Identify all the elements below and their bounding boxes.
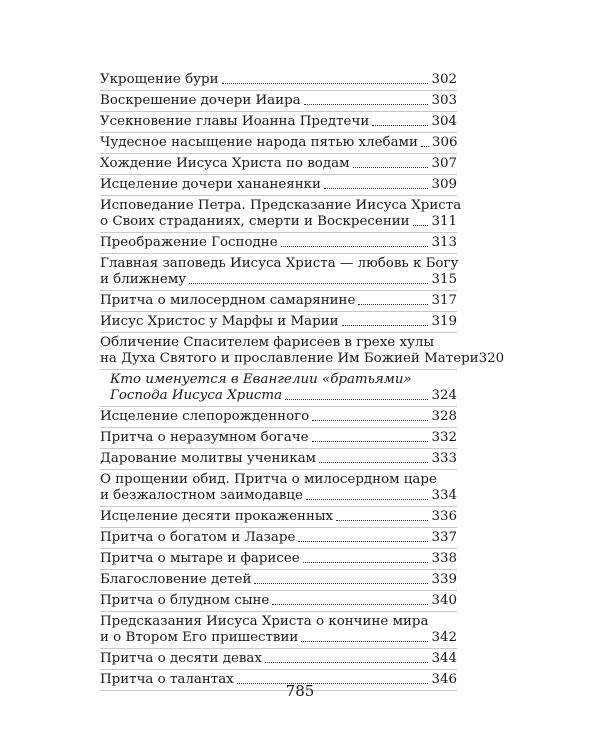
toc-entry-page: 340 <box>431 593 457 608</box>
toc-entry-line <box>100 135 457 151</box>
table-of-contents <box>100 70 505 691</box>
toc-entry-title: и ближнему <box>100 272 187 287</box>
toc-entry <box>100 612 457 649</box>
toc-entry-title: Преображение Господне <box>100 235 278 250</box>
toc-entry-line <box>100 593 457 609</box>
toc-entry <box>100 333 505 370</box>
toc-entry <box>100 507 457 528</box>
toc-entry-line <box>110 372 457 388</box>
toc-entry-title: Хождение Иисуса Христа по водам <box>100 156 350 171</box>
dot-leader <box>319 462 428 463</box>
toc-entry-line <box>100 156 457 172</box>
toc-entry-title: Главная заповедь Иисуса Христа — любовь к Богу <box>100 256 459 271</box>
toc-entry-line <box>100 114 457 130</box>
toc-entry <box>100 70 457 91</box>
toc-entry-page: 332 <box>431 430 457 445</box>
page-number: 785 <box>285 682 315 700</box>
toc-entry-line <box>100 472 457 488</box>
toc-entry-title: Господа Иисуса Христа <box>110 388 283 403</box>
toc-entry-title: Притча о неразумном богаче <box>100 430 309 445</box>
toc-entry-line <box>100 93 457 109</box>
toc-entry <box>100 407 457 428</box>
toc-entry-page: 317 <box>431 293 457 308</box>
toc-entry-line <box>100 630 457 646</box>
toc-entry-page: 339 <box>431 572 457 587</box>
toc-entry <box>100 528 457 549</box>
toc-entry-line <box>100 614 457 630</box>
toc-entry-line <box>100 551 457 567</box>
toc-entry-title: Притча о талантах <box>100 672 234 687</box>
toc-entry <box>100 370 457 407</box>
toc-entry-page: 344 <box>431 651 457 666</box>
dot-leader <box>306 499 429 500</box>
toc-entry-title: Кто именуется в Евангелии «братьями» <box>110 372 412 387</box>
toc-entry-page: 324 <box>431 388 457 403</box>
toc-entry-title: Укрощение бури <box>100 72 219 87</box>
toc-entry <box>100 133 457 154</box>
toc-entry-page: 346 <box>431 672 457 687</box>
dot-leader <box>353 167 429 168</box>
toc-entry <box>100 233 457 254</box>
toc-entry-title: Чудесное насыщение народа пятью хлебами <box>100 135 418 150</box>
dot-leader <box>189 283 428 284</box>
dot-leader <box>342 325 429 326</box>
toc-entry <box>100 91 457 112</box>
toc-entry-page: 311 <box>431 214 457 229</box>
toc-entry <box>100 549 457 570</box>
toc-entry-title: Исцеление десяти прокаженных <box>100 509 334 524</box>
toc-entry-title: Исцеление дочери хананеянки <box>100 177 321 192</box>
toc-entry <box>100 175 457 196</box>
toc-entry-page: 342 <box>431 630 457 645</box>
toc-entry-page: 315 <box>431 272 457 287</box>
toc-entry-line <box>100 409 457 425</box>
toc-entry-line <box>100 214 457 230</box>
dot-leader <box>285 399 428 400</box>
toc-entry-line <box>100 488 457 504</box>
toc-entry-line <box>100 198 462 214</box>
toc-entry-title: и о Втором Его пришествии <box>100 630 299 645</box>
toc-entry-page: 334 <box>431 488 457 503</box>
toc-entry <box>100 570 457 591</box>
toc-entry-title: и безжалостном заимодавце <box>100 488 303 503</box>
toc-entry <box>100 154 457 175</box>
toc-entry <box>100 312 457 333</box>
toc-entry-line <box>100 530 457 546</box>
dot-leader <box>358 304 428 305</box>
toc-entry-page: 307 <box>431 156 457 171</box>
toc-entry-line <box>100 572 457 588</box>
toc-entry-line <box>100 451 457 467</box>
toc-entry <box>100 112 457 133</box>
toc-entry-title: Иисус Христос у Марфы и Марии <box>100 314 339 329</box>
toc-entry <box>100 254 457 291</box>
dot-leader <box>312 441 429 442</box>
toc-entry-page: 304 <box>431 114 457 129</box>
dot-leader <box>301 641 428 642</box>
toc-entry-page: 320 <box>478 351 505 366</box>
dot-leader <box>281 246 429 247</box>
toc-entry <box>100 591 457 612</box>
toc-entry-line <box>100 351 505 367</box>
toc-entry-title: Дарование молитвы ученикам <box>100 451 317 466</box>
toc-entry-title: Обличение Спасителем фарисеев в грехе хулы <box>100 335 435 350</box>
dot-leader <box>324 188 428 189</box>
toc-entry-title: о Своих страданиях, смерти и Воскресении <box>100 214 410 229</box>
toc-entry-line <box>100 272 457 288</box>
dot-leader <box>254 583 428 584</box>
dot-leader <box>413 225 429 226</box>
toc-entry-page: 303 <box>431 93 457 108</box>
toc-entry-title: Исповедание Петра. Предсказание Иисуса Христа <box>100 198 462 213</box>
dot-leader <box>304 104 429 105</box>
dot-leader <box>312 420 428 421</box>
toc-entry-page: 309 <box>431 177 457 192</box>
toc-entry-title: Притча о богатом и Лазаре <box>100 530 296 545</box>
toc-entry-page: 333 <box>431 451 457 466</box>
dot-leader <box>303 562 429 563</box>
toc-entry-line <box>100 256 457 272</box>
toc-entry-line <box>110 388 457 404</box>
toc-entry-title: на Духа Святого и прославление Им Божией Матери <box>100 351 479 366</box>
toc-entry-page: 319 <box>431 314 457 329</box>
toc-entry-title: Притча о милосердном самарянине <box>100 293 356 308</box>
toc-entry-page: 306 <box>431 135 458 150</box>
toc-entry-title: Благословение детей <box>100 572 252 587</box>
toc-entry-title: Воскрешение дочери Иаира <box>100 93 301 108</box>
dot-leader <box>272 604 428 605</box>
toc-entry <box>100 428 457 449</box>
dot-leader <box>222 83 429 84</box>
toc-entry-title: Усекновение главы Иоанна Предтечи <box>100 114 370 129</box>
toc-entry-page: 328 <box>431 409 457 424</box>
toc-entry-line <box>100 335 457 351</box>
toc-entry-title: Притча о десяти девах <box>100 651 262 666</box>
toc-entry-line <box>100 314 457 330</box>
dot-leader <box>298 541 428 542</box>
toc-entry-line <box>100 430 457 446</box>
toc-entry-line <box>100 651 457 667</box>
toc-entry-title: Предсказания Иисуса Христа о кончине мира <box>100 614 429 629</box>
toc-entry <box>100 649 457 670</box>
toc-entry-line <box>100 72 457 88</box>
dot-leader <box>265 662 428 663</box>
toc-entry-line <box>100 235 457 251</box>
toc-entry-page: 336 <box>431 509 457 524</box>
toc-entry-line <box>100 293 457 309</box>
toc-entry-title: Притча о мытаре и фарисее <box>100 551 300 566</box>
toc-entry-line <box>100 509 457 525</box>
toc-entry <box>100 196 462 233</box>
toc-entry-title: Исцеление слепорожденного <box>100 409 310 424</box>
dot-leader <box>336 520 428 521</box>
toc-entry-title: Притча о блудном сыне <box>100 593 270 608</box>
toc-entry <box>100 470 457 507</box>
toc-entry-line <box>100 177 457 193</box>
dot-leader <box>421 146 429 147</box>
toc-entry-page: 302 <box>431 72 457 87</box>
toc-entry-page: 338 <box>431 551 457 566</box>
toc-entry <box>100 449 457 470</box>
toc-entry <box>100 291 457 312</box>
toc-entry-title: О прощении обид. Притча о милосердном царе <box>100 472 437 487</box>
toc-entry-page: 313 <box>431 235 457 250</box>
dot-leader <box>372 125 428 126</box>
toc-entry-page: 337 <box>431 530 457 545</box>
